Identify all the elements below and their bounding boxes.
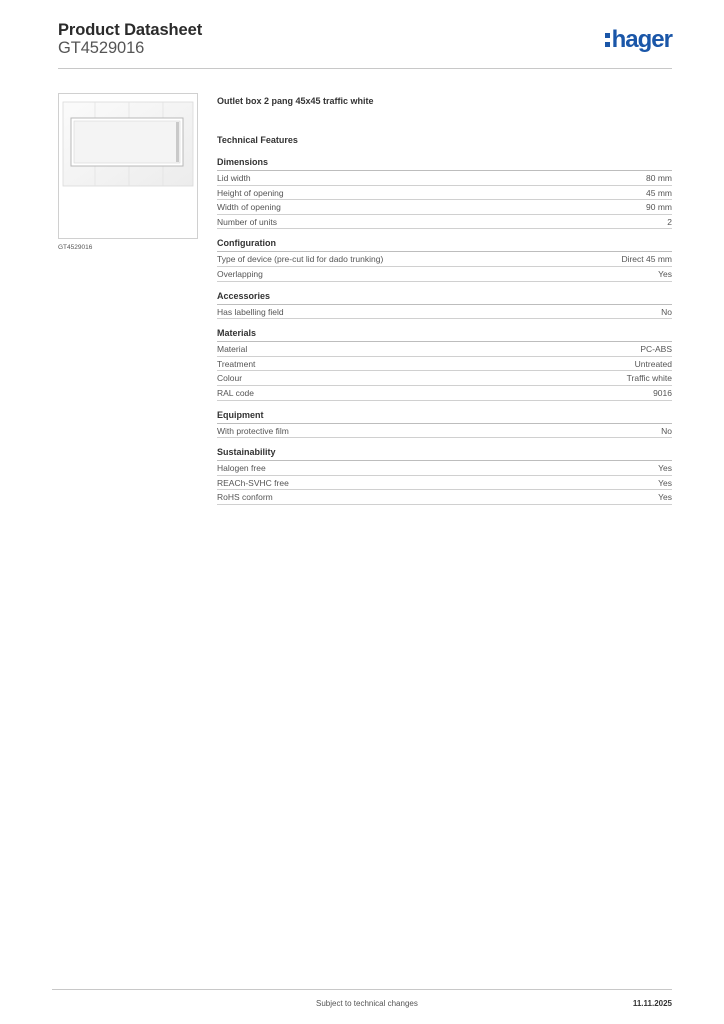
row-value: 80 mm xyxy=(646,173,672,183)
row-label: Overlapping xyxy=(217,268,263,279)
logo-text: hager xyxy=(611,26,672,53)
section-sustainability xyxy=(217,447,672,505)
row-value: Untreated xyxy=(634,358,672,369)
footer-date: 11.11.2025 xyxy=(632,999,672,1008)
table-row xyxy=(217,371,672,386)
product-image xyxy=(58,93,198,239)
row-label: Lid width xyxy=(217,173,251,183)
row-value: Traffic white xyxy=(626,373,672,384)
table-row xyxy=(217,200,672,215)
row-value: No xyxy=(661,425,672,436)
row-label: Type of device (pre-cut lid for dado trunking) xyxy=(217,254,384,265)
hager-logo xyxy=(605,28,672,52)
table-row xyxy=(217,267,672,282)
footer-note: Subject to technical changes xyxy=(316,999,418,1008)
table-row xyxy=(217,357,672,372)
row-value: Yes xyxy=(658,463,672,474)
section-accessories xyxy=(217,291,672,320)
technical-features-heading: Technical Features xyxy=(217,135,298,145)
section-title: Materials xyxy=(217,328,672,342)
row-value: Direct 45 mm xyxy=(621,254,672,265)
row-value: 9016 xyxy=(653,387,672,398)
section-configuration xyxy=(217,238,672,281)
table-row xyxy=(217,342,672,357)
row-value: 45 mm xyxy=(646,187,672,198)
row-value: Yes xyxy=(658,268,672,279)
table-row xyxy=(217,252,672,267)
section-title: Dimensions xyxy=(217,157,672,171)
page-header xyxy=(58,20,672,70)
row-value: Yes xyxy=(658,492,672,503)
section-title: Equipment xyxy=(217,410,672,424)
row-label: With protective film xyxy=(217,425,289,436)
row-label: REACh-SVHC free xyxy=(217,477,289,488)
row-label: Has labelling field xyxy=(217,306,284,317)
row-value: No xyxy=(661,306,672,317)
table-row xyxy=(217,171,672,186)
datasheet-content xyxy=(217,96,672,514)
row-label: Colour xyxy=(217,373,243,384)
logo-dots-icon xyxy=(605,31,610,48)
section-dimensions xyxy=(217,157,672,229)
row-value: 90 mm xyxy=(646,202,672,213)
table-row xyxy=(217,386,672,401)
row-label: Height of opening xyxy=(217,187,284,198)
document-title: Product Datasheet xyxy=(58,21,203,39)
product-name: Outlet box 2 pang 45x45 traffic white xyxy=(217,96,374,106)
section-materials xyxy=(217,328,672,400)
product-code: GT4529016 xyxy=(58,39,145,57)
row-label: Material xyxy=(217,344,248,355)
header-divider xyxy=(58,68,672,69)
row-label: RAL code xyxy=(217,387,255,398)
section-equipment xyxy=(217,410,672,439)
feature-sections xyxy=(217,157,672,505)
section-title: Sustainability xyxy=(217,447,672,461)
table-row xyxy=(217,476,672,491)
row-value: PC-ABS xyxy=(640,344,672,355)
section-title: Accessories xyxy=(217,291,672,305)
table-row xyxy=(217,186,672,201)
section-title: Configuration xyxy=(217,238,672,252)
row-label: RoHS conform xyxy=(217,492,273,503)
outlet-box-lid-icon xyxy=(59,94,197,238)
table-row xyxy=(217,215,672,230)
row-label: Treatment xyxy=(217,358,256,369)
image-caption: GT4529016 xyxy=(58,244,93,251)
row-label: Width of opening xyxy=(217,202,281,213)
row-value: 2 xyxy=(667,216,672,227)
table-row xyxy=(217,424,672,439)
footer-divider xyxy=(52,989,672,990)
row-label: Halogen free xyxy=(217,463,266,474)
table-row xyxy=(217,305,672,320)
row-label: Number of units xyxy=(217,216,277,227)
table-row xyxy=(217,490,672,505)
row-value: Yes xyxy=(658,477,672,488)
table-row xyxy=(217,461,672,476)
